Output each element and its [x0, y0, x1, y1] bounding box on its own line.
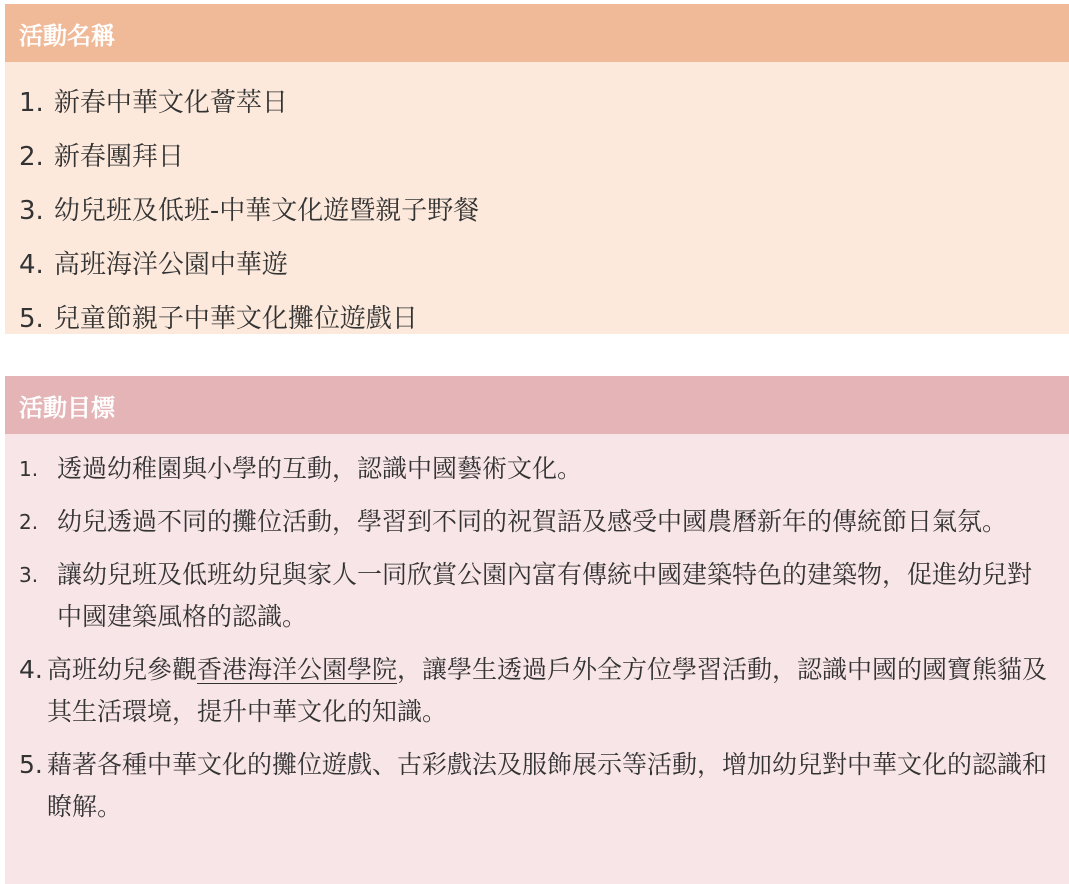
- list-item: [19, 292, 1069, 346]
- list-item: [19, 744, 1055, 828]
- list-item: [19, 184, 1069, 238]
- item-text: 讓幼兒班及低班幼兒與家人一同欣賞公園內富有傳統中國建築特色的建築物，促進幼兒對中國建築風格的認識。: [57, 560, 1033, 631]
- item-text: 透過幼稚園與小學的互動，認識中國藝術文化。: [57, 454, 583, 483]
- item-number: 1.: [19, 457, 39, 481]
- activity-goals-section: [5, 376, 1069, 884]
- item-text: 兒童節親子中華文化攤位遊戲日: [53, 304, 418, 334]
- activity-goals-heading: 活動目標: [5, 376, 1069, 434]
- list-item: [19, 238, 1069, 292]
- list-item: [19, 501, 1055, 543]
- item-number: 4.: [19, 655, 43, 684]
- activity-goals-list: [5, 434, 1069, 828]
- item-number: 5.: [19, 750, 43, 779]
- list-item: [19, 76, 1069, 130]
- item-number: 2.: [19, 510, 39, 534]
- item-text: 新春團拜日: [53, 142, 184, 172]
- item-text-pre: 高班幼兒參觀: [47, 655, 198, 684]
- item-text: 新春中華文化薈萃日: [53, 88, 288, 118]
- item-text-post: ，讓學生透過戶外全方位學習活動，認識中國的國寶熊貓及其生活環境，提升中華文化的知識。: [47, 655, 1048, 726]
- item-text: 藉著各種中華文化的攤位遊戲、古彩戲法及服飾展示等活動，增加幼兒對中華文化的認識和瞭解。: [47, 750, 1048, 821]
- activity-names-list: [5, 62, 1069, 346]
- item-text: 幼兒班及低班-中華文化遊暨親子野餐: [53, 196, 480, 226]
- item-text: 幼兒透過不同的攤位活動，學習到不同的祝賀語及感受中國農曆新年的傳統節日氣氛。: [57, 507, 1008, 536]
- list-item: [19, 554, 1055, 638]
- activity-names-section: [5, 4, 1069, 334]
- list-item: [19, 649, 1055, 733]
- list-item: [19, 130, 1069, 184]
- item-number: 4.: [19, 250, 44, 280]
- item-number: 3.: [19, 196, 44, 226]
- item-number: 1.: [19, 88, 44, 118]
- activity-names-heading: 活動名稱: [5, 4, 1069, 62]
- list-item: [19, 448, 1055, 490]
- ocean-park-academy-link[interactable]: 香港海洋公園學院: [197, 655, 398, 684]
- item-number: 2.: [19, 142, 44, 172]
- item-number: 5.: [19, 304, 44, 334]
- item-number: 3.: [19, 563, 39, 587]
- item-text: 高班海洋公園中華遊: [53, 250, 288, 280]
